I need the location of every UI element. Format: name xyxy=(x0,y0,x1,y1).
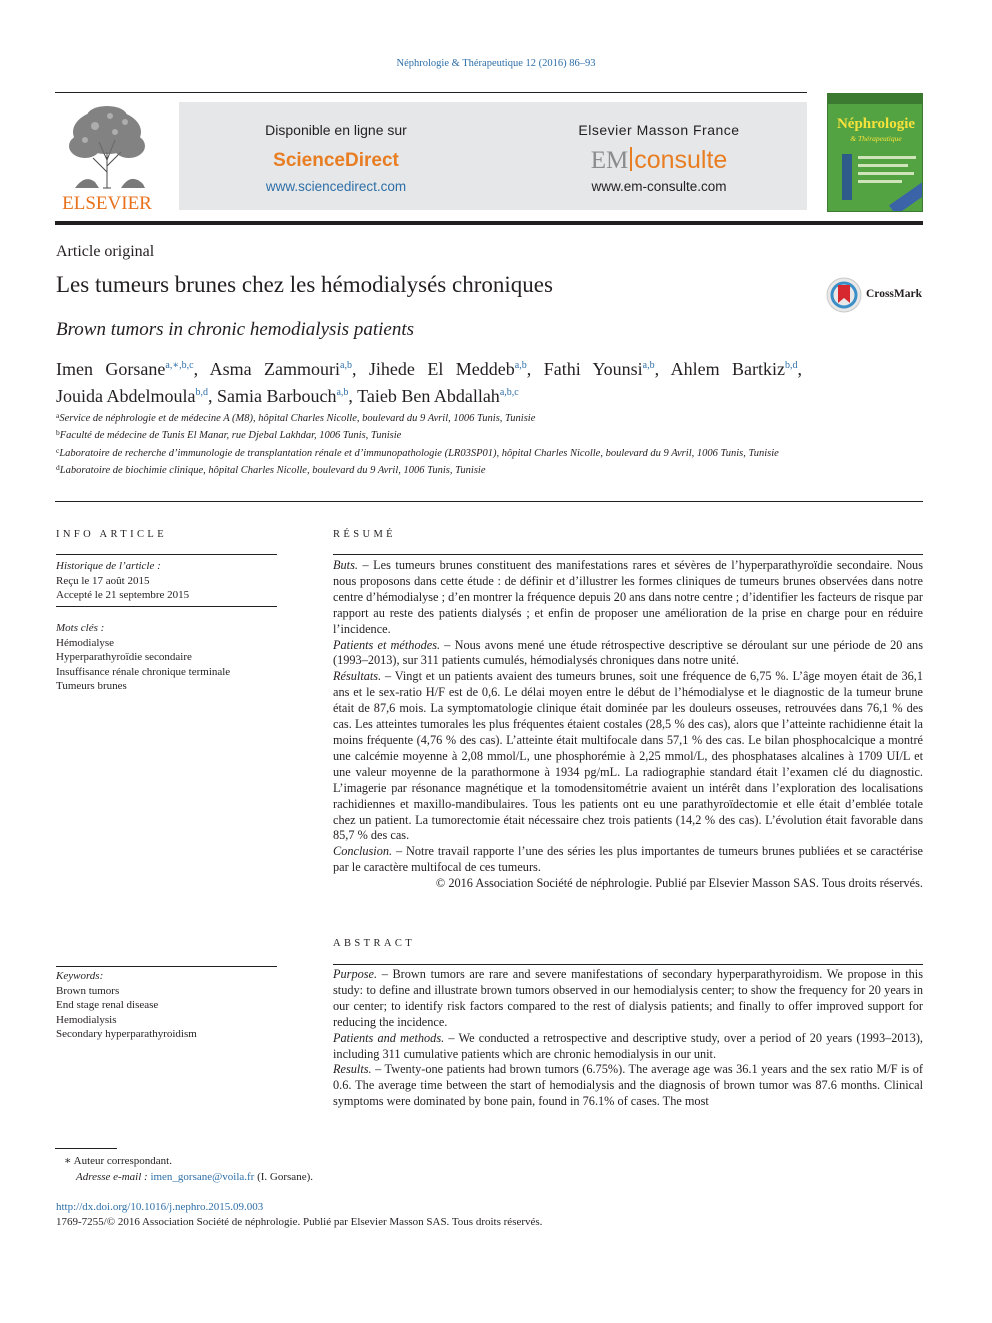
cover-line xyxy=(858,164,908,167)
author-separator: , xyxy=(351,359,357,379)
author-separator: , xyxy=(797,359,803,379)
cover-line xyxy=(858,156,916,159)
author[interactable] xyxy=(544,359,659,379)
email-label: Adresse e-mail : xyxy=(76,1170,148,1183)
paragraph-text: – Twenty-one patients had brown tumors (6.75%). The average age was 36.1 years and the sex ratio M/F is of 0.6. The average time between the start of hemodialysis and the diagnosis of brown tumor was 87.6 months. Clinical symptoms were dominated by bone pain, found in 76.1% of cases. The most xyxy=(333,1062,923,1109)
affiliation-text: Laboratoire de biochimie clinique, hôpital Charles Nicolle, boulevard du 9 Avril, 1006 Tunis, Tunisie xyxy=(59,465,486,477)
section-rule xyxy=(55,501,923,502)
author-affiliation-marks[interactable]: b,d xyxy=(195,387,208,398)
history-label: Historique de l’article : xyxy=(56,560,161,572)
svg-text:ELSEVIER: ELSEVIER xyxy=(62,193,152,212)
mot-cle-item: Insuffisance rénale chronique terminale xyxy=(56,665,231,678)
paragraph-label: Buts. xyxy=(333,558,358,572)
doi-link[interactable]: http://dx.doi.org/10.1016/j.nephro.2015.09.003 xyxy=(56,1201,264,1213)
history-received: Reçu le 17 août 2015 xyxy=(56,574,150,587)
email-link[interactable]: imen_gorsane@voila.fr xyxy=(150,1170,255,1183)
resume-body xyxy=(333,558,923,892)
paragraph-label: Purpose. xyxy=(333,967,378,981)
paragraph-label: Results. xyxy=(333,1062,372,1077)
mots-cles-label: Mots clés : xyxy=(56,622,105,634)
paragraph-text: – Notre travail rapporte l’une des séries les plus importantes de tumeurs brunes publiées et se caractérise par le caractère multifocal de ces tumeurs. xyxy=(333,844,923,875)
mot-cle-item: Hémodialyse xyxy=(56,636,115,649)
cover-top-strip xyxy=(828,94,923,104)
author-name: Samia Barbouch xyxy=(216,386,337,406)
affiliation-key: c xyxy=(56,445,60,455)
author-affiliation-marks[interactable]: a,b xyxy=(340,360,352,371)
footnote-email-line xyxy=(56,1170,313,1186)
emconsulte-divider xyxy=(630,147,632,171)
issn-line: 1769-7255/© 2016 Association Société de néphrologie. Publié par Elsevier Masson SAS. Tous droits réservés. xyxy=(56,1216,543,1228)
mots-cles xyxy=(56,621,277,694)
doi-block xyxy=(56,1200,542,1230)
author[interactable] xyxy=(56,359,198,379)
affiliation-key: a xyxy=(56,411,60,420)
author[interactable] xyxy=(210,359,357,379)
keywords-label: Keywords: xyxy=(56,970,104,982)
cover-side-bar xyxy=(842,154,852,200)
mot-cle-item: Tumeurs brunes xyxy=(56,680,127,692)
author-affiliation-marks[interactable]: a,b xyxy=(642,360,655,371)
history-accepted: Accepté le 21 septembre 2015 xyxy=(56,589,190,601)
author-name: Fathi Younsi xyxy=(543,359,643,379)
resume-paragraph xyxy=(333,638,923,670)
author-separator: , xyxy=(348,386,353,406)
affiliation-text: Service de néphrologie et de médecine A (M8), hôpital Charles Nicolle, boulevard du 9 Avril, 1006 Tunis, Tunisie xyxy=(59,413,536,424)
resume-paragraph xyxy=(333,844,923,876)
paragraph-text: – Vingt et un patients avaient des tumeurs brunes, soit une fréquence de 6,75 %. L’âge moyen était de 36,1 ans et le sex-ratio H/F est de 0,6. Le délai moyen entre le début de l’hémodialyse et le diagnostic de la tumeur brune était de 87,6 mois. La symptomatologie clinique était dominée par les douleurs osseuses, retrouvées dans 76,1 % des cas. Les atteintes tumorales les plus fréquentes étaient costales (28,5 % des cas), alors que l’atteinte rachidienne était la moins fréquente (4,76 % des cas). L’atteinte était multifocale dans 57,1 % des cas. Le bilan phosphocalcique a montré une calcémie moyenne à 2,08 mmol/L, une phosphorémie à 2,25 mmol/L, des phosphatases alcalines à 1709 UI/L et une valeur moyenne de la parathormone à 1934 pg/mL. La radiographie standard était l’examen clé du diagnostic. L’imagerie par résonance magnétique et la tomodensitométrie avaient un intérêt dans l’exploration des localisations rachidiennes et maxillo-mandibulaires. Tous les patients ont eu une parathyroïdectomie et elle était d’emblée totale chez un patient. La tumorectomie était nécessaire chez trois patients (14,2 % des cas). L’évolution était favorable dans 85,7 % des cas. xyxy=(333,669,923,843)
journal-cover[interactable] xyxy=(827,93,923,212)
sciencedirect-url[interactable]: www.sciencedirect.com xyxy=(265,179,407,194)
abstract-heading: ABSTRACT xyxy=(333,938,416,949)
resume-heading: RÉSUMÉ xyxy=(333,529,396,540)
paragraph-text: – We conducted a retrospective and descriptive study, over a period of 20 years (1993–2013), including 311 cumulative patients which are chronic hemodialysis in our unit. xyxy=(333,1030,923,1061)
sciencedirect-logo[interactable]: ScienceDirect xyxy=(273,150,399,171)
paragraph-text: – Brown tumors are rare and severe manifestations of secondary hyperparathyroidism. We propose in this study: to define and illustrate brown tumors observed in our hemodialysis center; to show the frequency for 20 years in our center; to identify risk factors compared to the rest of dialysis patients; and finally to offer improved support for reducing the incidence. xyxy=(333,967,923,1029)
author[interactable] xyxy=(217,386,353,406)
author-separator: , xyxy=(654,359,660,379)
footnote-rule xyxy=(55,1148,117,1149)
author-name: Ahlem Bartkiz xyxy=(670,359,786,379)
author-name: Imen Gorsane xyxy=(56,359,166,379)
affiliation-key: b xyxy=(56,428,60,438)
keyword-item: Secondary hyperparathyroidism xyxy=(56,1028,197,1040)
paragraph-label: Conclusion. xyxy=(333,844,393,859)
info-rule xyxy=(56,966,277,967)
info-rule xyxy=(56,606,277,607)
author[interactable] xyxy=(56,386,212,406)
mot-cle-item: Hyperparathyroïdie secondaire xyxy=(56,651,192,663)
author-separator: , xyxy=(526,359,532,379)
abstract-paragraph xyxy=(333,1031,923,1063)
cover-line xyxy=(858,172,914,175)
elsevier-logo[interactable] xyxy=(55,102,160,212)
abstract-body xyxy=(333,967,923,1110)
affiliation xyxy=(56,409,816,426)
author-name: Taieb Ben Abdallah xyxy=(357,386,500,406)
author-affiliation-marks[interactable]: a,b,c xyxy=(499,387,519,398)
emconsulte-consulte: consulte xyxy=(634,146,728,174)
footnote-star: ∗ Auteur correspondant. xyxy=(64,1155,172,1167)
crossmark-icon xyxy=(826,277,862,313)
author-separator: , xyxy=(207,386,213,406)
resume-paragraph xyxy=(333,558,923,638)
cover-title: Néphrologie xyxy=(836,116,916,132)
info-article-heading: INFO ARTICLE xyxy=(56,529,168,540)
keywords xyxy=(56,969,277,1042)
keyword-item: Hemodialysis xyxy=(56,1013,117,1026)
abstract-paragraph xyxy=(333,1062,923,1110)
paragraph-label: Patients et méthodes. xyxy=(333,637,441,652)
affiliation-text: Laboratoire de recherche d’immunologie de transplantation rénale et d’immunopathologie (LR03SP01), hôpital Charles Nicolle, boulevard du 9 Avril, 1006 Tunis, Tunisie xyxy=(59,447,779,459)
author[interactable] xyxy=(369,359,531,379)
availability-banner xyxy=(179,102,807,210)
journal-citation[interactable]: Néphrologie & Thérapeutique 12 (2016) 86–93 xyxy=(396,58,596,69)
header-thick-rule xyxy=(55,221,923,225)
affiliation-text: Faculté de médecine de Tunis El Manar, rue Djebal Lakhdar, 1006 Tunis, Tunisie xyxy=(59,430,402,442)
affiliation-list xyxy=(56,409,816,479)
email-suffix: (I. Gorsane). xyxy=(254,1170,313,1183)
resume-copyright: © 2016 Association Société de néphrologie. Publié par Elsevier Masson SAS. Tous droits réservés. xyxy=(435,876,923,891)
author-separator: , xyxy=(193,359,199,379)
resume-paragraph xyxy=(333,669,923,844)
emconsulte-url[interactable]: www.em-consulte.com xyxy=(591,179,727,194)
affiliation-key: d xyxy=(56,463,60,473)
corresponding-author-footnote xyxy=(56,1154,313,1185)
author-name: Jouida Abdelmoula xyxy=(56,386,196,406)
crossmark-badge[interactable] xyxy=(826,277,936,313)
paragraph-label: Résultats. xyxy=(333,669,382,684)
author[interactable] xyxy=(357,386,519,406)
cover-line xyxy=(858,180,902,183)
keyword-item: End stage renal disease xyxy=(56,999,159,1011)
author-name: Asma Zammouri xyxy=(209,359,341,379)
affiliation xyxy=(56,444,816,461)
article-title-english: Brown tumors in chronic hemodialysis patients xyxy=(56,319,414,340)
author-name: Jihede El Meddeb xyxy=(368,359,515,379)
paragraph-text: – Les tumeurs brunes constituent des manifestations rares et sévères de l’hyperparathyroïdie secondaire. Nous nous proposons dans cette étude : de définir et d’illustrer les formes cliniques de tumeurs brunes observées dans notre centre d’hémodialyse ; d’en montrer la fréquence depuis 20 ans dans notre centre ; d’identifier les facteurs de risque par rapport au reste des patients dialysés ; et enfin de proposer une amélioration de la prise en charge pour en réduire l’incidence. xyxy=(333,558,923,636)
author-affiliation-marks[interactable]: a,b xyxy=(336,387,349,398)
author-affiliation-marks[interactable]: a,∗,b,c xyxy=(165,360,194,371)
header-rule xyxy=(55,92,807,93)
affiliation xyxy=(56,426,816,443)
emconsulte-em: EM xyxy=(590,147,629,174)
affiliation xyxy=(56,461,816,478)
resume-rule xyxy=(333,554,923,555)
author-affiliation-marks[interactable]: b,d xyxy=(785,360,798,371)
emconsulte-logo[interactable] xyxy=(503,146,815,175)
keyword-item: Brown tumors xyxy=(56,984,120,997)
available-online-label: Disponible en ligne sur xyxy=(265,122,407,138)
elsevier-tree-icon xyxy=(55,102,160,212)
cover-subtitle: & Thérapeutique xyxy=(850,134,902,143)
article-history xyxy=(56,559,277,603)
author-list xyxy=(56,354,802,408)
article-title: Les tumeurs brunes chez les hémodialysés chroniques xyxy=(56,272,553,297)
paragraph-text: – Nous avons mené une étude rétrospective descriptive se déroulant sur une période de 20 ans (1993–2013), sur 311 patients cumulés, hémodialysés chroniques dans notre unité. xyxy=(333,637,923,668)
abstract-paragraph xyxy=(333,967,923,1031)
publisher-name: Elsevier Masson France xyxy=(578,122,740,138)
article-type: Article original xyxy=(56,243,155,260)
abstract-rule xyxy=(333,964,923,965)
paragraph-label: Patients and methods. xyxy=(333,1030,445,1045)
author-affiliation-marks[interactable]: a,b xyxy=(514,360,527,371)
author[interactable] xyxy=(671,359,802,379)
info-rule xyxy=(56,554,277,555)
crossmark-label: CrossMark xyxy=(866,288,923,300)
